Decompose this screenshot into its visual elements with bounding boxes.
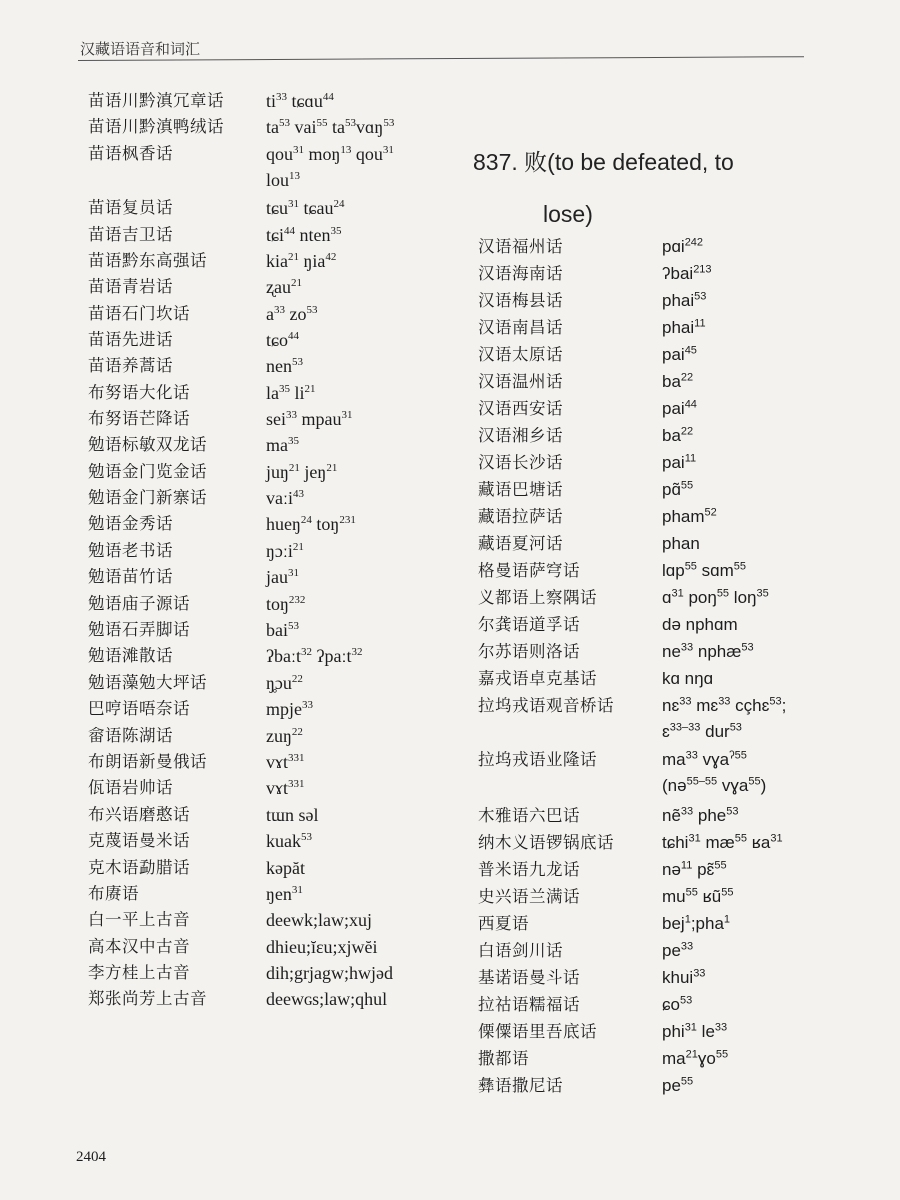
word-form: lɑp$^{55}$ sɑm$^{55}$ bbox=[662, 560, 747, 580]
entry-row bbox=[478, 639, 754, 665]
language-name: 义都语上察隅话 bbox=[478, 588, 597, 607]
word-form: sei$^{33}$ mpau$^{31}$ bbox=[266, 409, 353, 429]
word-form: tɯn səl bbox=[266, 805, 319, 825]
word-form: khui$^{33}$ bbox=[662, 967, 706, 987]
entry-row bbox=[478, 1073, 694, 1099]
language-name: 畲语陈湖话 bbox=[88, 726, 173, 745]
entry-row bbox=[478, 857, 727, 883]
entry-row bbox=[88, 353, 303, 379]
language-name: 拉祜语糯福话 bbox=[478, 995, 580, 1014]
word-form: dhieu;ĭɛu;xjwĕi bbox=[266, 937, 378, 957]
word-form: tɕi$^{44}$ nten$^{35}$ bbox=[266, 225, 342, 245]
entry-row bbox=[88, 114, 395, 140]
language-name: 普米语九龙话 bbox=[478, 860, 580, 879]
entry-row bbox=[478, 884, 734, 910]
word-form: ʔbaːt$^{32}$ ʔpaːt$^{32}$ bbox=[266, 646, 363, 666]
language-name: 勉语滩散话 bbox=[88, 646, 173, 665]
entry-row bbox=[88, 934, 378, 960]
language-name: 苗语吉卫话 bbox=[88, 225, 173, 244]
page-number: 2404 bbox=[76, 1149, 106, 1165]
language-name: 汉语太原话 bbox=[478, 345, 563, 364]
entry-number: 837. bbox=[473, 149, 518, 175]
word-form: phai$^{53}$ bbox=[662, 290, 707, 310]
word-form: nẽ$^{33}$ phe$^{53}$ bbox=[662, 805, 739, 825]
word-form: $ma^{21}ɣo^{55}$ bbox=[662, 1048, 729, 1068]
entry-row bbox=[88, 775, 305, 801]
language-name: 汉语长沙话 bbox=[478, 453, 563, 472]
language-name: 苗语黔东高强话 bbox=[88, 251, 207, 270]
entry-row bbox=[88, 511, 356, 537]
entry-row bbox=[478, 315, 706, 341]
language-name: 苗语川黔滇冗章话 bbox=[88, 91, 224, 110]
entry-row bbox=[478, 450, 697, 476]
language-name: 苗语青岩话 bbox=[88, 277, 173, 296]
language-name: 苗语复员话 bbox=[88, 198, 173, 217]
entry-row bbox=[88, 696, 313, 722]
entry-row bbox=[88, 380, 316, 406]
entry-row bbox=[478, 342, 697, 368]
word-form: kia$^{21}$ ŋia$^{42}$ bbox=[266, 251, 337, 271]
language-name: 苗语先进话 bbox=[88, 330, 173, 349]
entry-row bbox=[478, 1019, 728, 1045]
entry-row bbox=[478, 558, 747, 584]
word-form: nɛ$^{33}$ mɛ$^{33}$ cçhɛ$^{53}$; ɛ$^{33-33}$ dur$^{53}$ bbox=[662, 693, 786, 745]
word-form: juŋ$^{21}$ jeŋ$^{21}$ bbox=[266, 462, 338, 482]
word-form: $ta^{53}$ vai$^{55}$ $ta^{53}vɑŋ^{53}$ bbox=[266, 117, 395, 137]
entry-row bbox=[88, 327, 299, 353]
language-name: 勉语金门新寨话 bbox=[88, 488, 207, 507]
entry-row bbox=[88, 195, 345, 221]
word-form: phai$^{11}$ bbox=[662, 317, 706, 337]
language-name: 高本汉中古音 bbox=[88, 937, 190, 956]
language-name: 西夏语 bbox=[478, 914, 529, 933]
word-form: ɕo$^{53}$ bbox=[662, 994, 693, 1014]
word-form: $ba^{22}$ bbox=[662, 425, 694, 445]
entry-row bbox=[88, 406, 353, 432]
entry-row bbox=[88, 301, 318, 327]
language-name: 李方桂上古音 bbox=[88, 963, 190, 982]
word-form: ʐau$^{21}$ bbox=[266, 277, 302, 297]
word-form: nə$^{11}$ pɛ̃$^{55}$ bbox=[662, 859, 727, 879]
entry-row bbox=[478, 531, 700, 557]
word-form: pɑ̃$^{55}$ bbox=[662, 479, 694, 499]
language-name: 藏语夏河话 bbox=[478, 534, 563, 553]
entry-row bbox=[88, 723, 303, 749]
language-name: 彝语撒尼话 bbox=[478, 1076, 563, 1095]
language-name: 汉语温州话 bbox=[478, 372, 563, 391]
language-name: 傈僳语里吾底话 bbox=[478, 1022, 597, 1041]
language-name: 布努语芒降话 bbox=[88, 409, 190, 428]
entry-row bbox=[478, 585, 769, 611]
language-name: 汉语西安话 bbox=[478, 399, 563, 418]
word-form: bej$^1$;pha$^1$ bbox=[662, 913, 731, 933]
entry-title-line1: 败(to be defeated, to bbox=[524, 149, 734, 175]
language-name: 纳木义语锣锅底话 bbox=[478, 833, 614, 852]
entry-row bbox=[88, 485, 304, 511]
entry-row bbox=[478, 504, 717, 530]
language-name: 汉语梅县话 bbox=[478, 291, 563, 310]
word-form: pai$^{44}$ bbox=[662, 398, 697, 418]
language-name: 格曼语萨穹话 bbox=[478, 561, 580, 580]
word-form: bai$^{53}$ bbox=[266, 620, 299, 640]
language-name: 布赓语 bbox=[88, 884, 139, 903]
language-name: 尔苏语则洛话 bbox=[478, 642, 580, 661]
word-form: phi$^{31}$ $le^{33}$ bbox=[662, 1021, 728, 1041]
word-form: $mu^{55}$ ʁũ$^{55}$ bbox=[662, 886, 734, 906]
language-name: 拉坞戎语观音桥话 bbox=[478, 696, 614, 715]
entry-heading bbox=[473, 136, 803, 240]
entry-row bbox=[88, 749, 305, 775]
language-name: 巴哼语唔奈话 bbox=[88, 699, 190, 718]
word-form: $ba^{22}$ bbox=[662, 371, 694, 391]
entry-row bbox=[88, 248, 337, 274]
language-name: 白一平上古音 bbox=[88, 910, 190, 929]
word-form: toŋ$^{232}$ bbox=[266, 594, 306, 614]
language-name: 汉语海南话 bbox=[478, 264, 563, 283]
language-name: 勉语金门览金话 bbox=[88, 462, 207, 481]
entry-row bbox=[478, 612, 738, 638]
word-form: zuŋ$^{22}$ bbox=[266, 726, 303, 746]
word-form: tɕu$^{31}$ tɕau$^{24}$ bbox=[266, 198, 345, 218]
word-form: ɑ$^{31}$ poŋ$^{55}$ loŋ$^{35}$ bbox=[662, 587, 769, 607]
language-name: 尔龚语道孚话 bbox=[478, 615, 580, 634]
entry-row bbox=[88, 564, 299, 590]
entry-row bbox=[88, 855, 305, 881]
word-form: kuak$^{53}$ bbox=[266, 831, 312, 851]
word-form: $ma^{33}$ vɣa$^{ʔ55}$ (nə$^{55-55}$ vɣa$^{55}$) bbox=[662, 747, 766, 799]
entry-row bbox=[88, 960, 393, 986]
language-name: 克木语勐腊话 bbox=[88, 858, 190, 877]
entry-row bbox=[88, 670, 303, 696]
entry-row bbox=[88, 986, 388, 1012]
entry-row bbox=[478, 747, 767, 795]
entry-row bbox=[88, 591, 306, 617]
entry-row bbox=[88, 617, 299, 643]
word-form: qou$^{31}$ moŋ$^{13}$ qou$^{31}$ lou$^{13}$ bbox=[266, 141, 394, 193]
language-name: 苗语石门坎话 bbox=[88, 304, 190, 323]
word-form: vaːi$^{43}$ bbox=[266, 488, 304, 508]
word-form: $ma^{35}$ bbox=[266, 435, 299, 455]
language-name: 苗语养蒿话 bbox=[88, 356, 173, 375]
language-name: 嘉戎语卓克基话 bbox=[478, 669, 597, 688]
entry-row bbox=[88, 274, 302, 300]
entry-row bbox=[478, 965, 706, 991]
language-name: 汉语福州话 bbox=[478, 237, 563, 256]
entry-row bbox=[88, 828, 312, 854]
word-form: $ne^{33}$ nphæ$^{53}$ bbox=[662, 641, 754, 661]
language-name: 汉语南昌话 bbox=[478, 318, 563, 337]
language-name: 勉语标敏双龙话 bbox=[88, 435, 207, 454]
word-form: $pe^{33}$ bbox=[662, 940, 694, 960]
entry-title-line2: lose) bbox=[543, 201, 593, 227]
word-form: ŋ̥ɔu$^{22}$ bbox=[266, 673, 303, 693]
entry-row bbox=[478, 666, 714, 692]
entry-row bbox=[88, 907, 372, 933]
language-name: 克蔑语曼米话 bbox=[88, 831, 190, 850]
language-name: 藏语巴塘话 bbox=[478, 480, 563, 499]
word-form: ŋen$^{31}$ bbox=[266, 884, 303, 904]
word-form: kəpăt bbox=[266, 858, 305, 878]
entry-row bbox=[478, 1046, 729, 1072]
word-form-continued: ɛ$^{33-33}$ dur$^{53}$ bbox=[662, 721, 742, 741]
language-name: 勉语老书话 bbox=[88, 541, 173, 560]
entry-row bbox=[478, 288, 707, 314]
language-name: 基诺语曼斗话 bbox=[478, 968, 580, 987]
entry-row bbox=[478, 423, 694, 449]
language-name: 勉语庙子源话 bbox=[88, 594, 190, 613]
word-form: tɕhi$^{31}$ $mæ^{55}$ ʁa$^{31}$ bbox=[662, 832, 783, 852]
language-name: 撒都语 bbox=[478, 1049, 529, 1068]
language-name: 木雅语六巴话 bbox=[478, 806, 580, 825]
word-form: $ti^{33}$ tɕɑu$^{44}$ bbox=[266, 91, 334, 111]
word-form: mpje$^{33}$ bbox=[266, 699, 313, 719]
word-form: kɑ nŋɑ bbox=[662, 669, 714, 688]
word-form: $pe^{55}$ bbox=[662, 1075, 694, 1095]
entry-row bbox=[88, 643, 363, 669]
entry-row bbox=[88, 802, 319, 828]
entry-row bbox=[478, 477, 694, 503]
word-form-continued: (nə$^{55-55}$ vɣa$^{55}$) bbox=[662, 775, 767, 795]
entry-row bbox=[478, 396, 697, 422]
entry-row bbox=[88, 141, 394, 190]
language-name: 布兴语磨憨话 bbox=[88, 805, 190, 824]
language-name: 苗语川黔滇鸭绒话 bbox=[88, 117, 224, 136]
word-form: vɤt$^{331}$ bbox=[266, 778, 305, 798]
entry-row bbox=[478, 830, 783, 856]
word-form: dih;grjagw;hwjəd bbox=[266, 963, 393, 983]
word-form: jau$^{31}$ bbox=[266, 567, 299, 587]
entry-row bbox=[478, 693, 787, 741]
word-form: phan bbox=[662, 534, 700, 553]
word-form: hueŋ$^{24}$ toŋ$^{231}$ bbox=[266, 514, 356, 534]
word-form-continued: lou$^{13}$ bbox=[266, 170, 301, 190]
entry-row bbox=[88, 222, 342, 248]
entry-row bbox=[88, 432, 299, 458]
language-name: 勉语苗竹话 bbox=[88, 567, 173, 586]
header-title: 汉藏语语音和词汇 bbox=[80, 40, 201, 58]
entry-row bbox=[88, 459, 338, 485]
entry-row bbox=[478, 911, 731, 937]
language-name: 勉语石弄脚话 bbox=[88, 620, 190, 639]
entry-row bbox=[478, 261, 712, 287]
entry-row bbox=[478, 803, 739, 829]
language-name: 布朗语新曼俄话 bbox=[88, 752, 207, 771]
word-form: nen$^{53}$ bbox=[266, 356, 303, 376]
word-form: deewk;law;xuj bbox=[266, 910, 372, 930]
word-form: $la^{35}$ $li^{21}$ bbox=[266, 383, 316, 403]
word-form: tɕo$^{44}$ bbox=[266, 330, 299, 350]
entry-row bbox=[478, 992, 693, 1018]
word-form: pɑi$^{242}$ bbox=[662, 236, 704, 256]
entry-row bbox=[478, 938, 694, 964]
word-form: ŋɔːi$^{21}$ bbox=[266, 541, 304, 561]
language-name: 勉语藻勉大坪话 bbox=[88, 673, 207, 692]
word-form: ʔbai$^{213}$ bbox=[662, 263, 712, 283]
entry-row bbox=[478, 234, 704, 260]
word-form: pham$^{52}$ bbox=[662, 506, 717, 526]
entry-row bbox=[478, 369, 694, 395]
word-form: də nphɑm bbox=[662, 615, 738, 634]
language-name: 郑张尚芳上古音 bbox=[88, 989, 207, 1008]
language-name: 拉坞戎语业隆话 bbox=[478, 750, 597, 769]
entry-row bbox=[88, 88, 334, 114]
word-form: $a^{33}$ $zo^{53}$ bbox=[266, 304, 318, 324]
language-name: 藏语拉萨话 bbox=[478, 507, 563, 526]
entry-row bbox=[88, 881, 303, 907]
word-form: deewɢs;law;qhul bbox=[266, 989, 388, 1009]
word-form: pai$^{11}$ bbox=[662, 452, 697, 472]
language-name: 白语剑川话 bbox=[478, 941, 563, 960]
language-name: 布努语大化话 bbox=[88, 383, 190, 402]
language-name: 勉语金秀话 bbox=[88, 514, 173, 533]
language-name: 苗语枫香话 bbox=[88, 144, 173, 163]
word-form: pai$^{45}$ bbox=[662, 344, 697, 364]
entry-row bbox=[88, 538, 304, 564]
language-name: 汉语湘乡话 bbox=[478, 426, 563, 445]
language-name: 佤语岩帅话 bbox=[88, 778, 173, 797]
word-form: vɤt$^{331}$ bbox=[266, 752, 305, 772]
language-name: 史兴语兰满话 bbox=[478, 887, 580, 906]
